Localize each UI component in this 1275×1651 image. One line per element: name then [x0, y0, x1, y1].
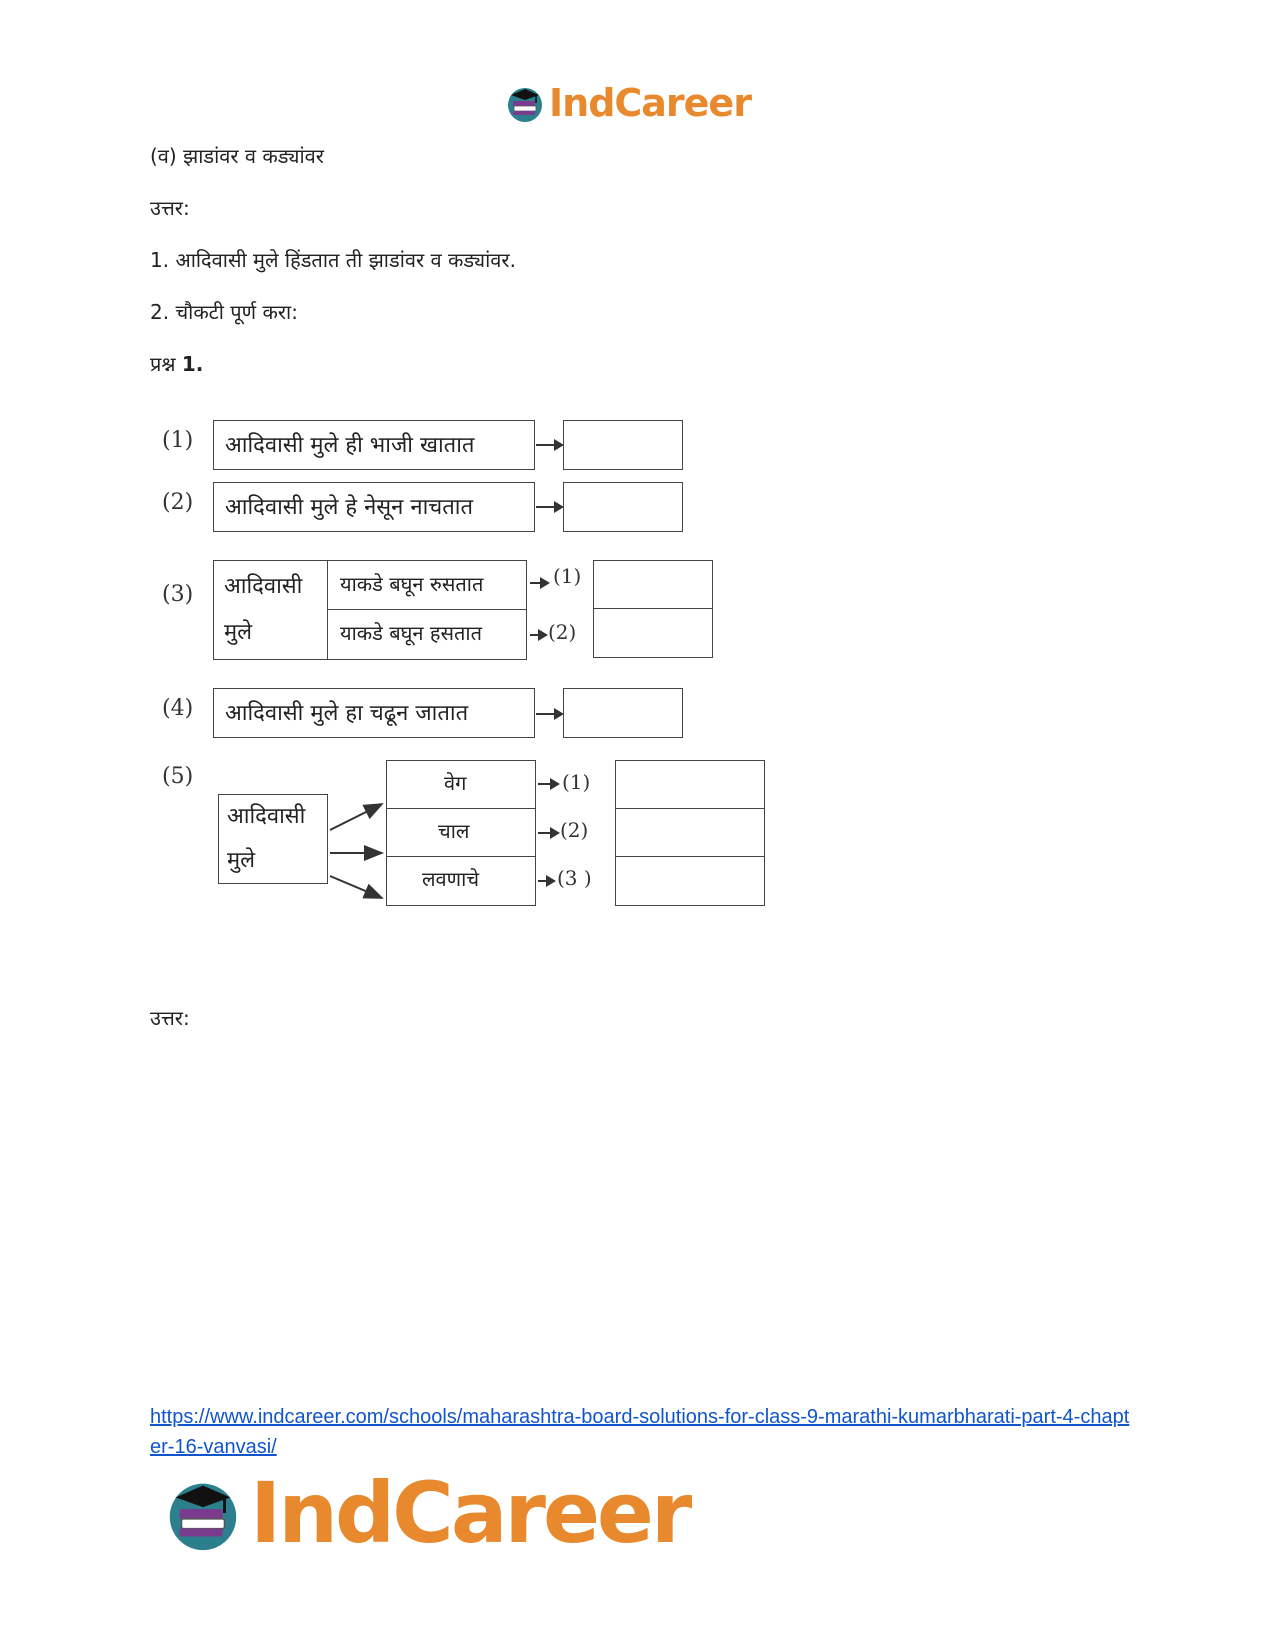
statement-text: आदिवासी मुले हा चढून जातात: [225, 701, 469, 726]
prashna-heading: [150, 350, 203, 378]
answer-box: [615, 808, 765, 858]
book-graduation-icon: [160, 1470, 246, 1556]
statement-text: आदिवासी मुले ही भाजी खातात: [225, 433, 475, 458]
sub-number: (2): [548, 620, 577, 644]
answer-box: [563, 420, 683, 470]
item-number: (3): [162, 582, 194, 607]
answer-box: [593, 608, 713, 658]
subject-text-line2: मुले: [224, 620, 253, 645]
subject-text-line2: मुले: [227, 848, 256, 873]
answer-label: उत्तर:: [150, 196, 190, 220]
category-text: वेग: [444, 771, 467, 795]
arrow-icon: [538, 832, 558, 834]
subject-text-line1: आदिवासी: [227, 804, 306, 829]
subject-text-line1: आदिवासी: [224, 574, 303, 599]
question-2: 2. चौकटी पूर्ण करा:: [150, 300, 298, 324]
prashna-number: 1.: [181, 352, 204, 376]
answer-box: [563, 482, 683, 532]
brand-name: IndCareer: [549, 81, 751, 125]
header-logo: [503, 80, 751, 126]
sub-number: (2): [560, 818, 589, 842]
item-number: (4): [162, 696, 194, 721]
brand-name: IndCareer: [250, 1464, 690, 1562]
arrow-icon: [538, 880, 554, 882]
category-text: लवणाचे: [422, 867, 480, 891]
arrow-icon: [536, 444, 562, 446]
book-graduation-icon: [503, 81, 547, 125]
sub-number: (1): [553, 564, 582, 588]
statement-text: आदिवासी मुले हे नेसून नाचतात: [225, 495, 474, 520]
arrow-icon: [538, 783, 558, 785]
prashna-label: प्रश्न: [150, 352, 176, 376]
answer-box: [563, 688, 683, 738]
item-number: (2): [162, 490, 194, 515]
branch-arrows-icon: [328, 780, 388, 900]
answer-label: उत्तर:: [150, 1006, 190, 1030]
answer-box: [615, 760, 765, 810]
arrow-icon: [530, 634, 546, 636]
category-text: चाल: [438, 819, 470, 843]
statement-text: याकडे बघून हसतात: [340, 621, 483, 645]
option-v: (व) झाडांवर व कड्यांवर: [150, 144, 324, 168]
answer-box: [593, 560, 713, 610]
fill-boxes-diagram: [150, 420, 810, 960]
footer-logo: [160, 1464, 690, 1562]
item-number: (1): [162, 428, 194, 453]
answer-box: [615, 856, 765, 906]
statement-text: याकडे बघून रुसतात: [340, 572, 484, 596]
arrow-icon: [536, 713, 562, 715]
source-link[interactable]: https://www.indcareer.com/schools/maharashtra-board-solutions-for-class-9-marathi-kumarbharati-part-4-chapter-16-vanvasi/: [150, 1406, 1130, 1458]
sub-number: (1): [562, 770, 591, 794]
answer-text: 1. आदिवासी मुले हिंडतात ती झाडांवर व कड्यांवर.: [150, 248, 516, 272]
sub-number: (3 ): [557, 866, 592, 890]
arrow-icon: [530, 582, 548, 584]
arrow-icon: [536, 506, 562, 508]
item-number: (5): [162, 764, 194, 789]
